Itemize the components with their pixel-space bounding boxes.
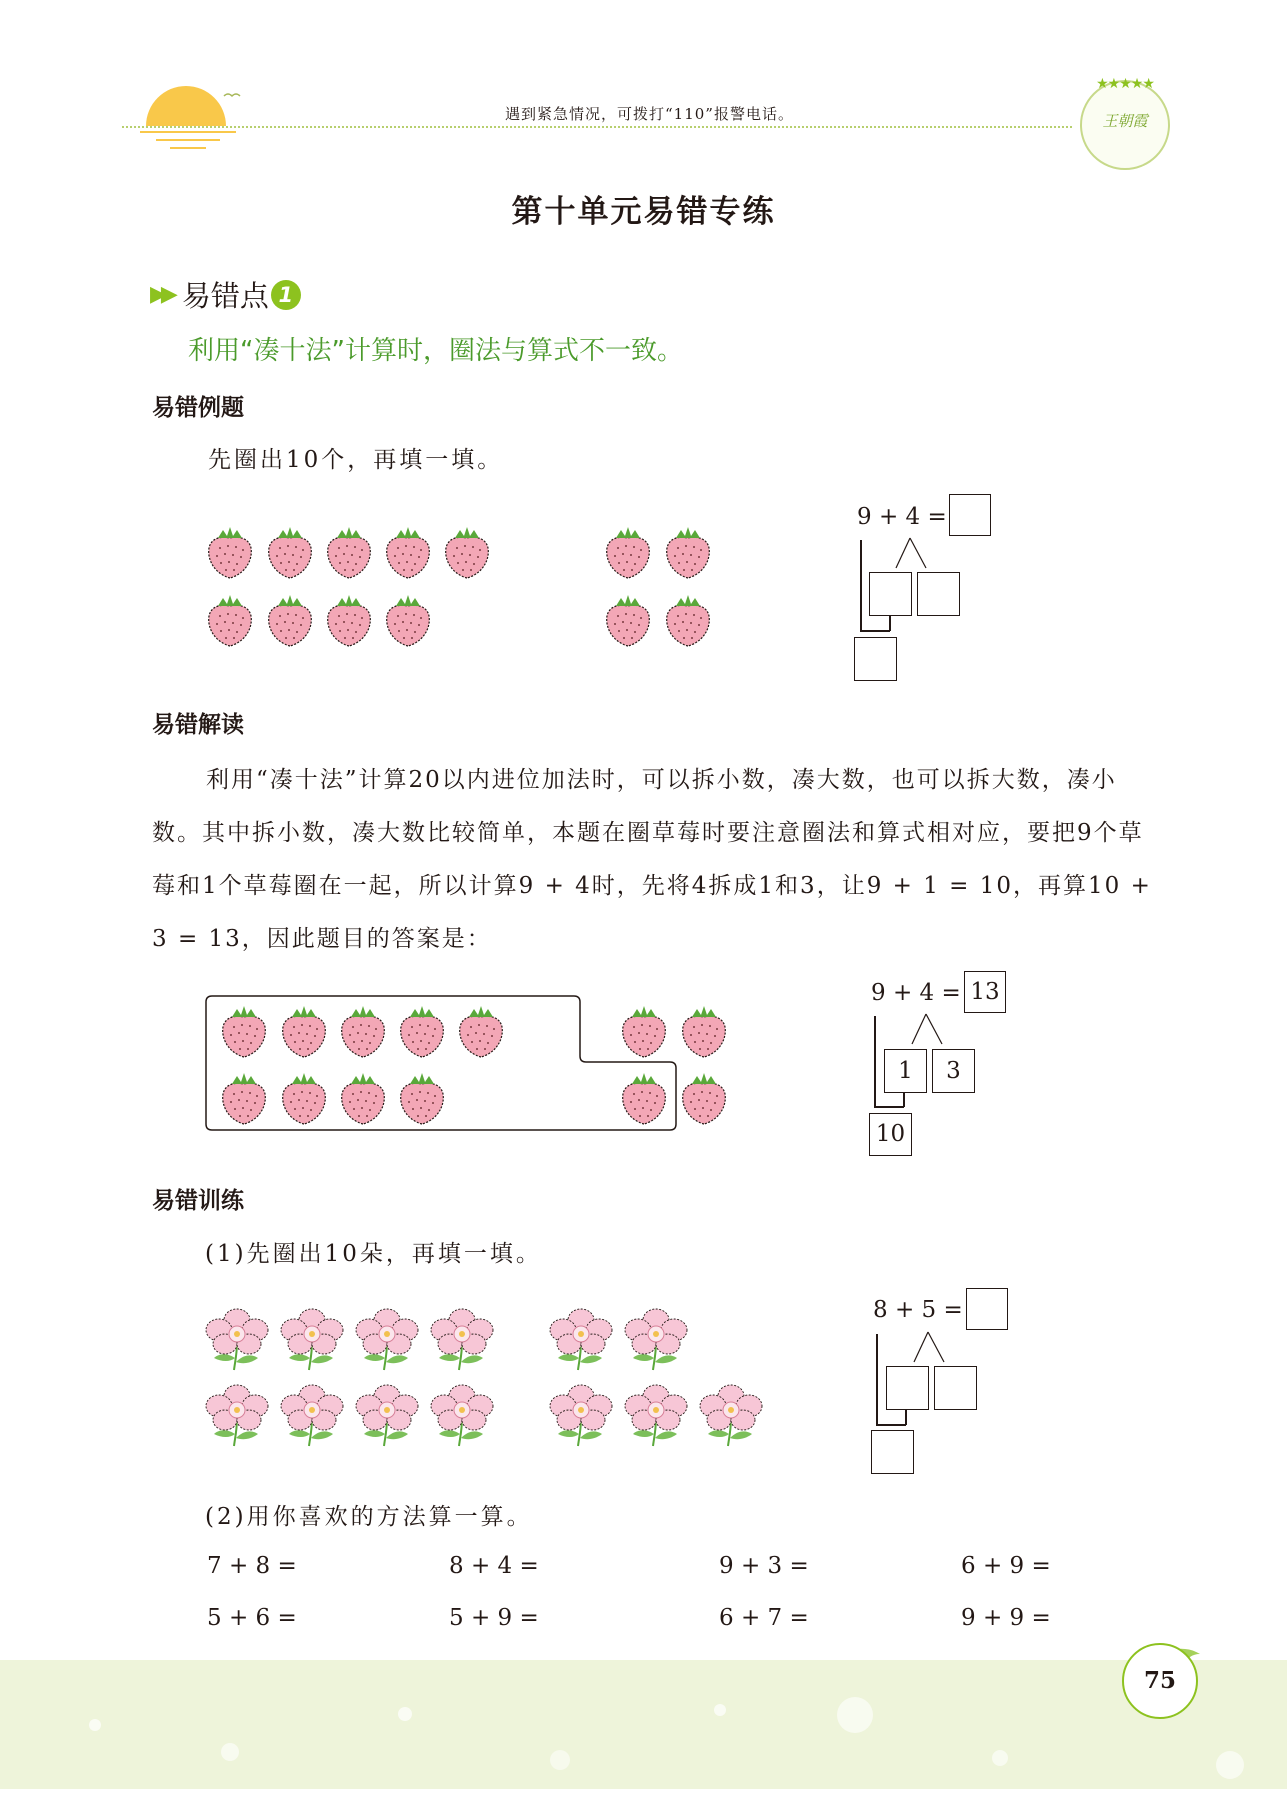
bracket-line (860, 630, 890, 632)
strawberry-icon (324, 524, 374, 580)
strawberry-icon (324, 592, 374, 648)
bracket-line (905, 1410, 907, 1425)
header-notice: 遇到紧急情况，可拨打“110”报警电话。 (505, 105, 794, 123)
example-equation: 9 + 4 = (857, 504, 947, 530)
flower-icon (623, 1308, 689, 1372)
calc-item[interactable]: 8 + 4 = (449, 1553, 539, 1579)
split-box-left[interactable] (869, 572, 912, 616)
explain-paragraph: 利用“凑十法”计算20以内进位加法时，可以拆小数，凑大数，也可以拆大数，凑小数。其中拆小数，凑大数比较简单，本题在圈草莓时要注意圈法和算式相对应，要把9个草莓和1个草莓圈在一起，所以计算9 + 4时，先将4拆成1和3，让9 + 1 = 10，再算10 + 3 = 13，因此题目的答案是： (152, 767, 1152, 952)
flower-icon (204, 1384, 270, 1448)
strawberry-icon (219, 1070, 269, 1126)
calc-item[interactable]: 6 + 7 = (719, 1605, 809, 1631)
split-lines (880, 536, 940, 572)
flower-icon (548, 1384, 614, 1448)
split-value-right: 3 (932, 1049, 975, 1093)
strawberry-icon (338, 1070, 388, 1126)
split-value-left: 1 (884, 1049, 927, 1093)
calc-item[interactable]: 6 + 9 = (961, 1553, 1051, 1579)
strawberry-icon (663, 524, 713, 580)
page-title: 第十单元易错专练 (511, 194, 776, 230)
example-instruction: 先圈出10个，再填一填。 (208, 447, 504, 473)
strawberry-icon (265, 524, 315, 580)
ten-value-box: 10 (869, 1113, 912, 1156)
point-heading (150, 274, 301, 315)
strawberry-icon (397, 1003, 447, 1059)
strawberry-icon (679, 1003, 729, 1059)
strawberry-icon (383, 524, 433, 580)
practice-ten-box[interactable] (871, 1430, 914, 1474)
page-number: 75 (1122, 1643, 1198, 1719)
flower-icon (354, 1384, 420, 1448)
flower-icon (548, 1308, 614, 1372)
practice-answer-box[interactable] (966, 1288, 1008, 1330)
explain-heading: 易错解读 (152, 712, 244, 738)
strawberry-icon (279, 1070, 329, 1126)
bracket-line (874, 1016, 876, 1107)
answer-box[interactable] (949, 494, 991, 536)
answer-equation: 9 + 4 = (871, 980, 961, 1006)
strawberry-icon (338, 1003, 388, 1059)
point-subtitle: 利用“凑十法”计算时，圈法与算式不一致。 (188, 336, 683, 366)
calc-item[interactable]: 9 + 9 = (961, 1605, 1051, 1631)
sun-decoration-icon (136, 76, 246, 154)
practice-question-1: (1)先圈出10朵，再填一填。 (205, 1241, 542, 1267)
strawberry-icon (383, 592, 433, 648)
practice-split-left[interactable] (886, 1366, 929, 1410)
strawberry-icon (205, 592, 255, 648)
strawberry-icon (205, 524, 255, 580)
flower-icon (279, 1384, 345, 1448)
flower-icon (279, 1308, 345, 1372)
practice-equation: 8 + 5 = (873, 1297, 963, 1323)
flower-icon (698, 1384, 764, 1448)
example-heading: 易错例题 (152, 395, 244, 421)
strawberry-icon (619, 1003, 669, 1059)
practice-question-2: (2)用你喜欢的方法算一算。 (205, 1504, 533, 1530)
calc-item[interactable]: 9 + 3 = (719, 1553, 809, 1579)
double-arrow-icon: ▶▶ (150, 282, 172, 307)
strawberry-icon (265, 592, 315, 648)
strawberry-icon (619, 1070, 669, 1126)
logo-text: 王朝霞 (1102, 112, 1148, 130)
strawberry-icon (603, 592, 653, 648)
strawberry-icon (397, 1070, 447, 1126)
footer-bubbles (0, 1660, 1287, 1789)
strawberry-icon (663, 592, 713, 648)
strawberry-icon (603, 524, 653, 580)
practice-split-right[interactable] (934, 1366, 977, 1410)
flower-icon (429, 1308, 495, 1372)
split-box-right[interactable] (917, 572, 960, 616)
publisher-logo (1080, 76, 1170, 170)
flower-icon (429, 1384, 495, 1448)
split-lines (896, 1012, 956, 1048)
flower-icon (204, 1308, 270, 1372)
strawberry-icon (279, 1003, 329, 1059)
ten-box[interactable] (854, 637, 897, 681)
strawberry-icon (219, 1003, 269, 1059)
strawberry-icon (442, 524, 492, 580)
flower-icon (354, 1308, 420, 1372)
bracket-line (889, 616, 891, 631)
bracket-line (874, 1106, 904, 1108)
calc-item[interactable]: 5 + 9 = (449, 1605, 539, 1631)
bracket-line (903, 1093, 905, 1107)
bracket-line (860, 540, 862, 632)
footer-background (0, 1660, 1287, 1789)
calc-item[interactable]: 7 + 8 = (207, 1553, 297, 1579)
practice-heading: 易错训练 (152, 1188, 244, 1214)
strawberry-icon (679, 1070, 729, 1126)
strawberry-icon (456, 1003, 506, 1059)
flower-icon (623, 1384, 689, 1448)
calc-item[interactable]: 5 + 6 = (207, 1605, 297, 1631)
bracket-line (876, 1424, 906, 1426)
stars-icon: ★★★★★ (1096, 76, 1154, 92)
split-lines (898, 1330, 958, 1366)
answer-value-box: 13 (964, 971, 1006, 1013)
point-label: 易错点 (181, 279, 269, 313)
bracket-line (876, 1334, 878, 1425)
header-divider (122, 126, 1072, 128)
point-number-badge: 1 (271, 280, 301, 310)
